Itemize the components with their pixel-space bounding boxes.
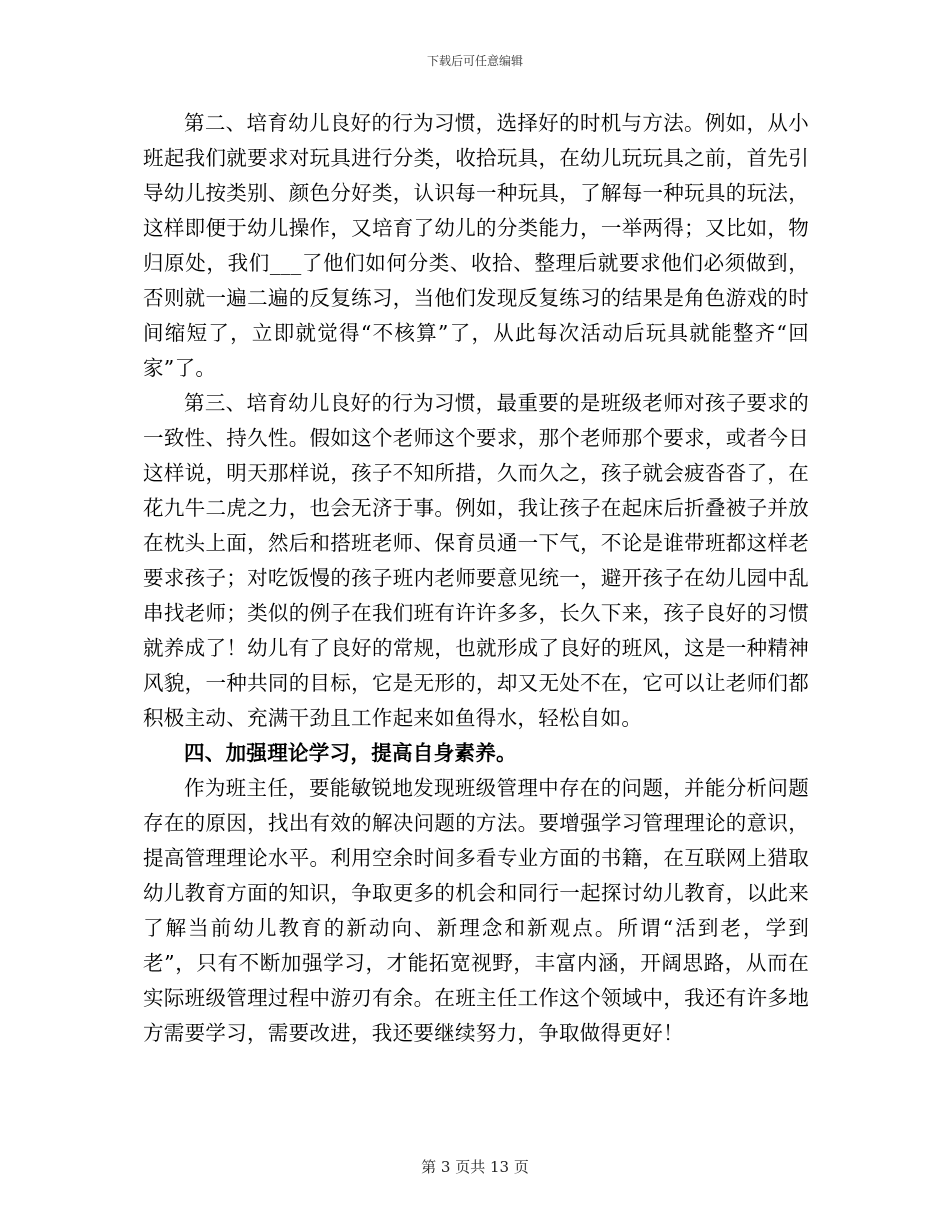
section-heading-theory-study: 四、加强理论学习，提高自身素养。	[184, 741, 517, 765]
page-number: 第 3 页共 13 页	[421, 1158, 529, 1176]
paragraph-class-teacher-learning: 作为班主任，要能敏锐地发现班级管理中存在的问题，并能分析问题存在的原因，找出有效的解决问题的方法。要增强学习管理理论的意识，提高管理理论水平。利用空余时间多看专业方面的书籍，在互联网上猎取幼儿教育方面的知识，争取更多的机会和同行一起探讨幼儿教育，以此来了解当前幼儿教育的新动向、新理念和新观点。所谓“活到老，学到老”，只有不断加强学习，才能拓宽视野，丰富内涵，开阔思路，从而在实际班级管理过程中游刃有余。在班主任工作这个领域中，我还有许多地方需要学习，需要改进，我还要继续努力，争取做得更好！	[143, 776, 809, 1045]
paragraph-teacher-consistency: 第三、培育幼儿良好的行为习惯，最重要的是班级老师对孩子要求的一致性、持久性。假如这个老师这个要求，那个老师那个要求，或者今日这样说，明天那样说，孩子不知所措，久而久之，孩子就会疲沓沓了，在花九牛二虎之力，也会无济于事。例如，我让孩子在起床后折叠被子并放在枕头上面，然后和搭班老师、保育员通一下气，不论是谁带班都这样老要求孩子；对吃饭慢的孩子班内老师要意见统一，避开孩子在幼儿园中乱串找老师；类似的例子在我们班有许许多多，长久下来，孩子良好的习惯就养成了！幼儿有了良好的常规，也就形成了良好的班风，这是一种精神风貌，一种共同的目标，它是无形的，却又无处不在，它可以让老师们都积极主动、充满干劲且工作起来如鱼得水，轻松自如。	[143, 391, 809, 730]
page-header: 下载后可任意编辑	[426, 54, 523, 68]
paragraph-training-habits-timing: 第二、培育幼儿良好的行为习惯，选择好的时机与方法。例如，从小班起我们就要求对玩具进行分类，收拾玩具，在幼儿玩玩具之前，首先引导幼儿按类别、颜色分好类，认识每一种玩具，了解每一种玩具的玩法，这样即便于幼儿操作，又培育了幼儿的分类能力，一举两得；又比如，物归原处，我们___了他们如何分类、收拾、整理后就要求他们必须做到，否则就一遍二遍的反复练习，当他们发现反复练习的结果是角色游戏的时间缩短了，立即就觉得“不核算”了，从此每次活动后玩具就能整齐“回家”了。	[143, 111, 809, 380]
document-body	[143, 106, 809, 1051]
